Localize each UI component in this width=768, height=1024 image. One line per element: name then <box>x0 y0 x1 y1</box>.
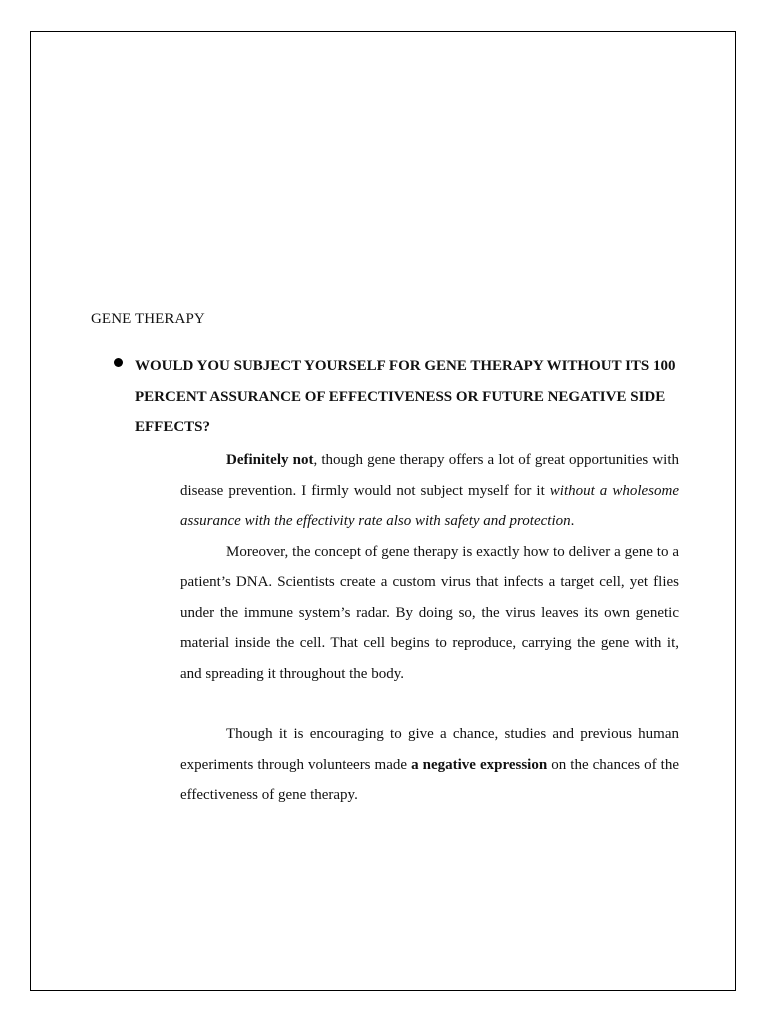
answer-body <box>180 445 679 811</box>
paragraph-1 <box>180 445 679 537</box>
section-heading: GENE THERAPY <box>91 311 205 327</box>
paragraph-3 <box>180 719 679 811</box>
paragraph-text: , though gene therapy offers a lot of great opportunities with disease prevention. I firmly would not subject myself for it <box>180 452 679 499</box>
italic-phrase: without a wholesome assurance with the effectivity rate also with safety and protection <box>180 482 679 529</box>
bold-phrase: a negative expression <box>411 756 548 773</box>
bold-phrase: Definitely not <box>226 452 314 468</box>
document-page <box>30 31 736 991</box>
paragraph-text: . <box>570 513 575 529</box>
paragraph-text: on the chances of the effectiveness of gene therapy. <box>180 756 679 803</box>
paragraph-text: Though it is encouraging to give a chance, studies and previous human experiments through volunteers made <box>180 726 679 773</box>
bullet-icon <box>114 358 123 367</box>
bullet-question: WOULD YOU SUBJECT YOURSELF FOR GENE THERAPY WITHOUT ITS 100 PERCENT ASSURANCE OF EFFECTIVENESS OR FUTURE NEGATIVE SIDE EFFECTS? <box>135 358 676 435</box>
paragraph-2: Moreover, the concept of gene therapy is exactly how to deliver a gene to a patient’s DNA. Scientists create a custom virus that infects a target cell, yet flies under the immune system’s radar. By doing so, the virus leaves its own genetic material inside the cell. That cell begins to reproduce, carrying the gene with it, and spreading it throughout the body. <box>180 543 679 682</box>
